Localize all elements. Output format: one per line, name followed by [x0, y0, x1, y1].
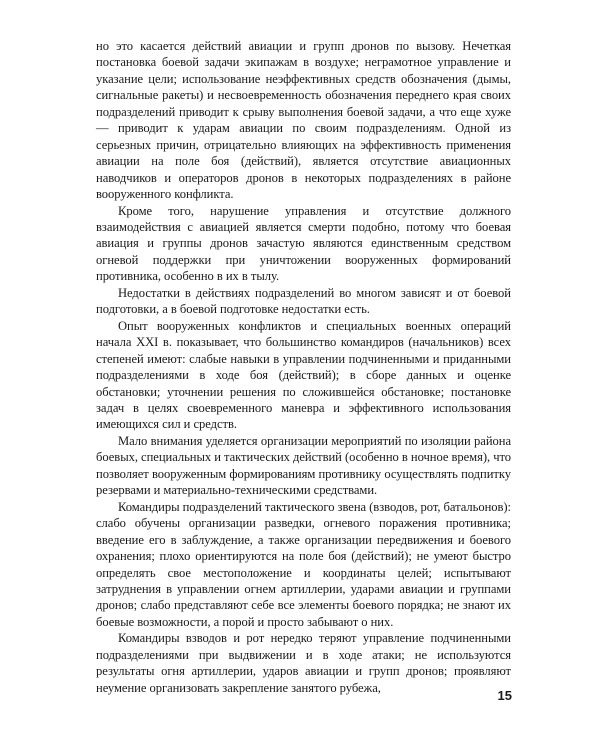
paragraph: Опыт вооруженных конфликтов и специальных военных операций начала XXI в. показывает, что большинство командиров (начальников) всех степеней имеют: слабые навыки в управлении подчиненными и приданными подразделениями в ходе боя (действий); в сборе данных и оценке обстановки; уточнении решения по сложившейся обстановке; постановке задач в целях своевременного маневра и эффективного использования имеющихся сил и средств. — [96, 318, 511, 432]
paragraph: Командиры подразделений тактического звена (взводов, рот, батальонов): слабо обучены организации разведки, огневого поражения противника; введение его в заблуждение, а также организации передвижения и боевого охранения; плохо ориентируются на поле боя (действий); не умеют быстро определять свое местоположение и координаты целей; испытывают затруднения в управлении огнем артиллерии, ударами авиации и группами дронов; слабо представляют себе все элементы боевого порядка; не знают их боевые возможности, а порой и просто забывают о них. — [96, 499, 511, 629]
page-body — [96, 38, 511, 696]
paragraph: Недостатки в действиях подразделений во многом зависят и от боевой подготовки, а в боевой подготовке недостатки есть. — [96, 285, 511, 317]
paragraph: Командиры взводов и рот нередко теряют управление подчиненными подразделениями при выдвижении и в ходе атаки; не используются результаты огня артиллерии, ударов авиации и групп дронов; проявляют неумение организовать закрепление занятого рубежа, — [96, 631, 511, 695]
paragraph-continuation: но это касается действий авиации и групп дронов по вызову. Нечеткая постановка боевой задачи экипажам в воздухе; неграмотное управление и указание цели; использование неэффективных средств обозначения (дымы, сигнальные ракеты) и несвоевременность обозначения переднего края своих подразделений приводит к срыву выполнения боевой задачи, а что еще хуже — приводит к ударам авиации по своим подразделениям. Одной из серьезных причин, отрицательно влияющих на эффективность применения авиации на поле боя (действий), является отсутствие авиационных наводчиков и операторов дронов в некоторых подразделениях в районе вооруженного конфликта. — [96, 39, 511, 202]
page-number: 15 — [497, 688, 512, 703]
paragraph: Мало внимания уделяется организации мероприятий по изоляции района боевых, специальных и тактических действий (особенно в ночное время), что позволяет вооруженным формированиям противнику осуществлять подпитку резервами и материально-техническими средствами. — [96, 433, 512, 498]
paragraph: Кроме того, нарушение управления и отсутствие должного взаимодействия с авиацией является смерти подобно, потому что боевая авиация и группы дронов зачастую являются единственным средством огневой поддержки при уничтожении вооруженных формирований противника, особенно в их в тылу. — [96, 203, 511, 284]
